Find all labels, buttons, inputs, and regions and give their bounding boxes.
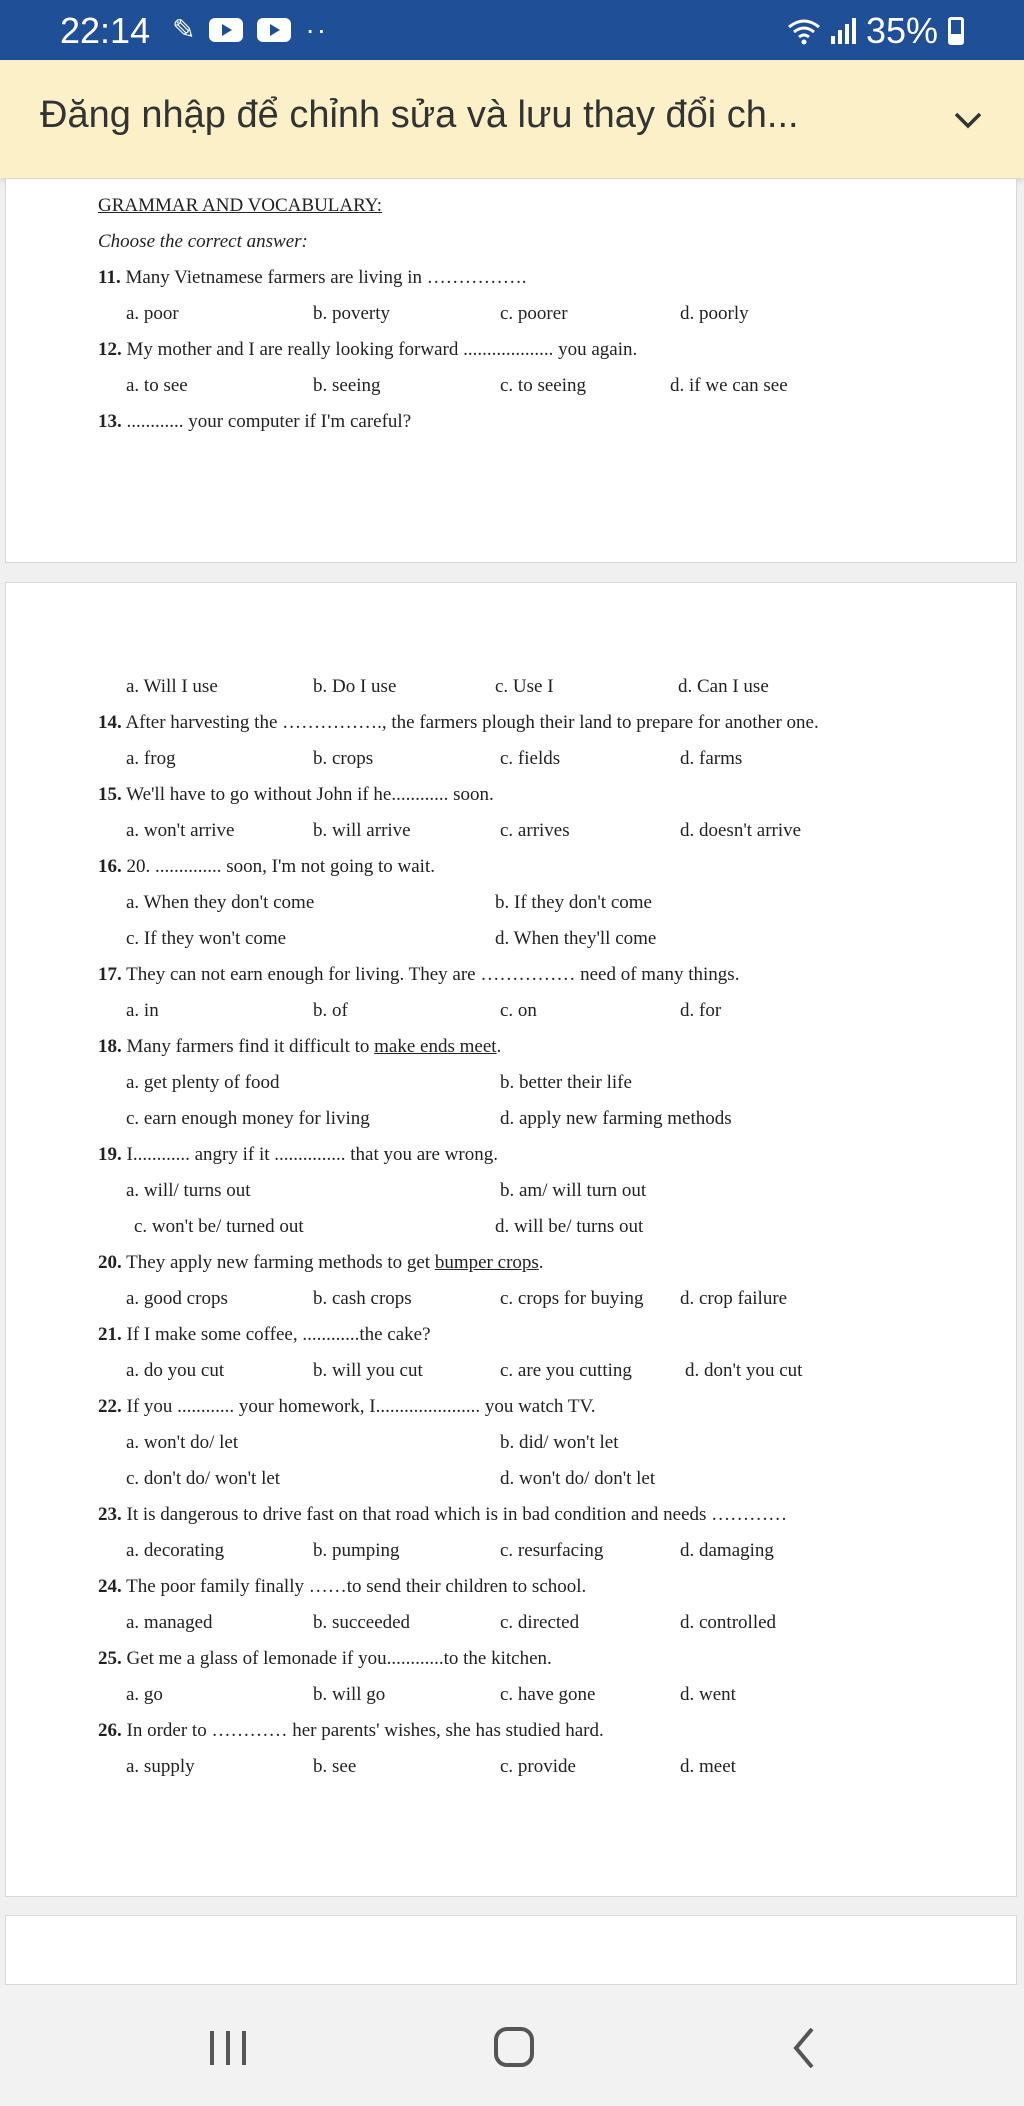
option-d: d. doesn't arrive [680,820,802,841]
more-notifications-icon: ·· [305,14,329,45]
question-25: 25. Get me a glass of lemonade if you............to the kitchen. [98,1648,552,1669]
option-a: a. Will I use [126,676,218,697]
document-page-3[interactable] [5,1915,1017,1985]
option-d: d. if we can see [670,375,788,396]
option-d: d. controlled [680,1612,777,1633]
option-d: d. farms [680,748,743,769]
status-right [787,10,964,52]
option-b: b. Do I use [313,676,397,697]
option-c: c. earn enough money for living [126,1108,370,1129]
option-b: b. am/ will turn out [500,1180,647,1201]
option-a: a. in [126,1000,159,1021]
option-b: b. crops [313,748,374,769]
option-b: b. pumping [313,1540,400,1561]
question-22: 22. If you ............ your homework, I...................... you watch TV. [98,1396,596,1417]
option-c: c. provide [500,1756,576,1777]
sign-in-banner-text: Đăng nhập để chỉnh sửa và lưu thay đổi ch... [40,94,799,136]
wifi-icon [787,17,821,45]
question-26: 26. In order to ………… her parents' wishes, she has studied hard. [98,1720,604,1741]
option-c: c. won't be/ turned out [134,1216,304,1237]
chevron-down-icon[interactable] [948,100,988,140]
option-a: a. When they don't come [126,892,315,913]
status-bar [0,0,1024,60]
instruction: Choose the correct answer: [98,231,308,252]
option-a: a. go [126,1684,163,1705]
question-11: 11. Many Vietnamese farmers are living in ……………. [98,267,527,288]
option-d: d. won't do/ don't let [500,1468,656,1489]
option-b: b. will go [313,1684,386,1705]
pin-icon: ✎ [172,14,196,45]
question-21: 21. If I make some coffee, ............the cake? [98,1324,431,1345]
section-heading: GRAMMAR AND VOCABULARY: [98,195,383,216]
option-a: a. frog [126,748,176,769]
option-d: d. for [680,1000,722,1021]
option-c: c. don't do/ won't let [126,1468,281,1489]
notification-icons [172,16,328,44]
option-b: b. poverty [313,303,391,324]
option-c: c. If they won't come [126,928,287,949]
question-17: 17. They can not earn enough for living. They are …………… need of many things. [98,964,740,985]
option-d: d. When they'll come [495,928,657,949]
option-d: d. apply new farming methods [500,1108,732,1129]
option-c: c. have gone [500,1684,596,1705]
question-18: 18. Many farmers find it difficult to make ends meet. [98,1036,502,1057]
home-icon[interactable] [484,2023,544,2073]
option-c: c. crops for buying [500,1288,644,1309]
option-a: a. to see [126,375,188,396]
option-a: a. good crops [126,1288,228,1309]
document-page-1[interactable] [5,178,1017,563]
option-a: a. managed [126,1612,213,1633]
recent-apps-icon[interactable] [198,2023,258,2073]
option-c: c. Use I [495,676,554,697]
option-d: d. Can I use [678,676,769,697]
option-b: b. cash crops [313,1288,412,1309]
option-d: d. poorly [680,303,749,324]
system-nav-bar [0,1985,1024,2106]
option-d: d. crop failure [680,1288,788,1309]
option-d: d. don't you cut [685,1360,803,1381]
option-a: a. poor [126,303,179,324]
option-c: c. are you cutting [500,1360,632,1381]
question-19: 19. I............ angry if it ............... that you are wrong. [98,1144,498,1165]
battery-percent: 35% [865,10,938,51]
option-b: b. of [313,1000,348,1021]
status-time: 22:14 [60,10,151,51]
question-16: 16. 20. .............. soon, I'm not going to wait. [98,856,435,877]
question-24: 24. The poor family finally ……to send their children to school. [98,1576,587,1597]
option-a: a. decorating [126,1540,225,1561]
option-c: c. arrives [500,820,570,841]
question-15: 15. We'll have to go without John if he............ soon. [98,784,494,805]
option-c: c. poorer [500,303,568,324]
option-b: b. will arrive [313,820,411,841]
youtube-icon [209,18,243,42]
option-b: b. succeeded [313,1612,411,1633]
option-a: a. will/ turns out [126,1180,251,1201]
option-c: c. directed [500,1612,580,1633]
option-d: d. went [680,1684,736,1705]
question-13: 13. ............ your computer if I'm careful? [98,411,412,432]
option-c: c. on [500,1000,537,1021]
option-b: b. did/ won't let [500,1432,619,1453]
option-c: c. resurfacing [500,1540,604,1561]
option-b: b. seeing [313,375,381,396]
battery-icon [948,17,964,45]
back-icon[interactable] [774,2023,834,2073]
option-a: a. supply [126,1756,195,1777]
signal-icon [831,18,856,44]
option-b: b. better their life [500,1072,632,1093]
question-12: 12. My mother and I are really looking forward ................... you again. [98,339,638,360]
option-d: d. damaging [680,1540,774,1561]
sign-in-banner[interactable] [0,60,1024,178]
question-20: 20. They apply new farming methods to get bumper crops. [98,1252,544,1273]
option-b: b. will you cut [313,1360,423,1381]
question-14: 14. After harvesting the ……………., the farmers plough their land to prepare for another one. [98,712,819,733]
option-c: c. to seeing [500,375,587,396]
option-b: b. see [313,1756,357,1777]
option-a: a. do you cut [126,1360,225,1381]
option-a: a. get plenty of food [126,1072,280,1093]
document-page-2[interactable] [5,582,1017,1897]
option-d: d. meet [680,1756,736,1777]
question-23: 23. It is dangerous to drive fast on that road which is in bad condition and needs ………… [98,1504,788,1525]
option-b: b. If they don't come [495,892,652,913]
option-d: d. will be/ turns out [495,1216,644,1237]
option-a: a. won't arrive [126,820,235,841]
option-a: a. won't do/ let [126,1432,239,1453]
option-c: c. fields [500,748,561,769]
youtube-icon-2 [257,18,291,42]
